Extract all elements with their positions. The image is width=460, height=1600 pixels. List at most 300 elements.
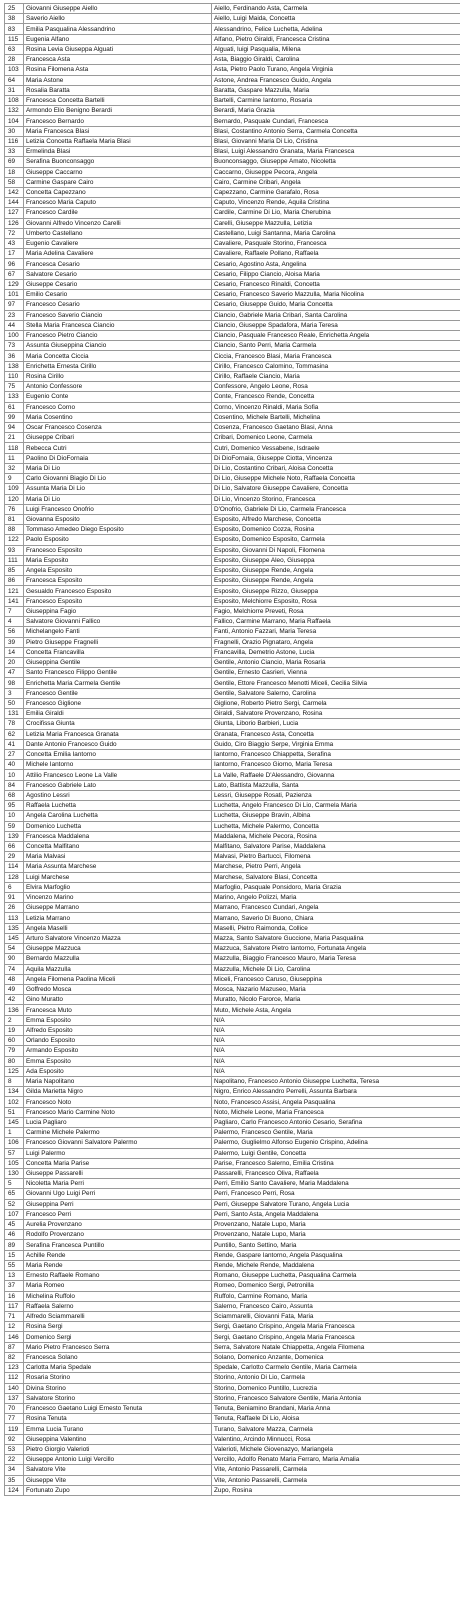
parents-cell: Ciancio, Giuseppe Spadafora, Maria Teresa <box>212 320 460 330</box>
table-row <box>5 463 460 473</box>
table-row <box>5 24 460 34</box>
record-number-cell: 122 <box>5 535 24 545</box>
person-name-cell: Lucia Pagliaro <box>24 1117 212 1127</box>
person-name-cell: Armando Esposito <box>24 1046 212 1056</box>
parents-cell: Gentile, Salvatore Salerno, Carolina <box>212 688 460 698</box>
parents-cell: Passarelli, Francesco Oliva, Raffaela <box>212 1168 460 1178</box>
table-row <box>5 1301 460 1311</box>
record-number-cell: 133 <box>5 392 24 402</box>
table-row <box>5 341 460 351</box>
record-number-cell: 78 <box>5 719 24 729</box>
table-row <box>5 1066 460 1076</box>
person-name-cell: Oscar Francesco Cosenza <box>24 422 212 432</box>
person-name-cell: Nicoletta Maria Perri <box>24 1179 212 1189</box>
parents-cell: Sergi, Gaetano Crispino, Angela Maria Francesca <box>212 1332 460 1342</box>
person-name-cell: Mario Pietro Francesco Serra <box>24 1342 212 1352</box>
parents-cell: Noto, Francesco Assisi, Angela Pasqualina <box>212 1097 460 1107</box>
person-name-cell: Divina Storino <box>24 1383 212 1393</box>
parents-cell: Ciccia, Francesco Blasi, Maria Francesca <box>212 351 460 361</box>
person-name-cell: Francesco Gentile <box>24 688 212 698</box>
person-name-cell: Rodolfo Provenzano <box>24 1230 212 1240</box>
table-row <box>5 187 460 197</box>
table-row <box>5 85 460 95</box>
table-row <box>5 300 460 310</box>
table-row <box>5 862 460 872</box>
table-row <box>5 136 460 146</box>
parents-cell: Giunta, Liborio Barbieri, Lucia <box>212 719 460 729</box>
parents-cell: Mazzulla, Michele Di Lio, Carolina <box>212 964 460 974</box>
parents-cell: Marrano, Saverio Di Buono, Chiara <box>212 913 460 923</box>
person-name-cell: Maria Romeo <box>24 1281 212 1291</box>
person-name-cell: Emilio Cesario <box>24 290 212 300</box>
parents-cell: Sciammarelli, Giovanni Fata, Maria <box>212 1312 460 1322</box>
person-name-cell: Francesca Solano <box>24 1352 212 1362</box>
record-number-cell: 58 <box>5 177 24 187</box>
record-number-cell: 21 <box>5 433 24 443</box>
record-number-cell: 43 <box>5 239 24 249</box>
table-row <box>5 913 460 923</box>
record-number-cell: 40 <box>5 760 24 770</box>
person-name-cell: Dante Antonio Francesco Guido <box>24 739 212 749</box>
table-row <box>5 290 460 300</box>
person-name-cell: Francesco Corno <box>24 402 212 412</box>
parents-cell: Sergi, Gaetano Crispino, Angela Maria Francesca <box>212 1322 460 1332</box>
table-row <box>5 44 460 54</box>
parents-cell: Cesario, Giuseppe Guido, Maria Concetta <box>212 300 460 310</box>
table-row <box>5 1434 460 1444</box>
parents-cell: Fagio, Melchiorre Preveti, Rosa <box>212 606 460 616</box>
parents-cell: Turano, Salvatore Mazza, Carmela <box>212 1424 460 1434</box>
person-name-cell: Maria Assunta Marchese <box>24 862 212 872</box>
person-name-cell: Concetta Malfitano <box>24 841 212 851</box>
parents-cell: Marchese, Pietro Perri, Angela <box>212 862 460 872</box>
person-name-cell: Elvira Marfoglio <box>24 882 212 892</box>
table-row <box>5 382 460 392</box>
person-name-cell: Angela Filomena Paolina Miceli <box>24 974 212 984</box>
person-name-cell: Eugenio Cavaliere <box>24 239 212 249</box>
parents-cell: Di Lio, Salvatore Giuseppe Cavaliere, Concetta <box>212 484 460 494</box>
record-number-cell: 17 <box>5 249 24 259</box>
record-number-cell: 29 <box>5 852 24 862</box>
parents-cell: Cesario, Francesco Rinaldi, Concetta <box>212 279 460 289</box>
person-name-cell: Francesco Giovanni Salvatore Palermo <box>24 1138 212 1148</box>
person-name-cell: Serafina Francesca Puntillo <box>24 1240 212 1250</box>
person-name-cell: Francesca Esposito <box>24 576 212 586</box>
parents-cell: Esposito, Giuseppe Rende, Angela <box>212 566 460 576</box>
table-row <box>5 1352 460 1362</box>
person-name-cell: Enrichetta Ernesta Cirillo <box>24 361 212 371</box>
table-row <box>5 1199 460 1209</box>
table-row <box>5 698 460 708</box>
record-number-cell: 86 <box>5 576 24 586</box>
parents-cell: Baratta, Gaspare Mazzulla, Maria <box>212 85 460 95</box>
record-number-cell: 26 <box>5 903 24 913</box>
parents-cell: Cirillo, Raffaele Ciancio, Maria <box>212 371 460 381</box>
table-row <box>5 801 460 811</box>
table-row <box>5 852 460 862</box>
table-row <box>5 688 460 698</box>
table-row <box>5 719 460 729</box>
parents-cell: Storino, Francesco Salvatore Gentile, Maria Antonia <box>212 1393 460 1403</box>
table-row <box>5 198 460 208</box>
record-number-cell: 28 <box>5 55 24 65</box>
table-row <box>5 1475 460 1485</box>
table-row <box>5 985 460 995</box>
person-name-cell: Eugenia Alfano <box>24 34 212 44</box>
table-row <box>5 259 460 269</box>
person-name-cell: Attilio Francesco Leone La Valle <box>24 770 212 780</box>
record-number-cell: 10 <box>5 770 24 780</box>
parents-cell: Marrano, Francesco Cundari, Angela <box>212 903 460 913</box>
record-number-cell: 126 <box>5 218 24 228</box>
record-number-cell: 109 <box>5 484 24 494</box>
record-number-cell: 65 <box>5 1189 24 1199</box>
person-name-cell: Carlo Giovanni Biagio Di Lio <box>24 474 212 484</box>
person-name-cell: Aurelia Provenzano <box>24 1220 212 1230</box>
person-name-cell: Letizia Maria Francesca Granata <box>24 729 212 739</box>
table-row <box>5 841 460 851</box>
person-name-cell: Armondo Elio Benigno Berardi <box>24 106 212 116</box>
table-row <box>5 75 460 85</box>
record-number-cell: 79 <box>5 1046 24 1056</box>
parents-cell: Iantorno, Francesco Giorno, Maria Teresa <box>212 760 460 770</box>
record-number-cell: 116 <box>5 136 24 146</box>
parents-cell: Perri, Francesco Perri, Rosa <box>212 1189 460 1199</box>
record-number-cell: 12 <box>5 1322 24 1332</box>
record-number-cell: 100 <box>5 331 24 341</box>
person-name-cell: Francesca Cesario <box>24 259 212 269</box>
person-name-cell: Giuseppe Cribari <box>24 433 212 443</box>
parents-cell: Iantorno, Francesco Chiappetta, Serafina <box>212 749 460 759</box>
person-name-cell: Maria Rende <box>24 1260 212 1270</box>
parents-cell: Cesario, Francesco Saverio Mazzulla, Maria Nicolina <box>212 290 460 300</box>
parents-cell: Cardile, Carmine Di Lio, Maria Cherubina <box>212 208 460 218</box>
parents-cell: Alessandrino, Felice Luchetta, Adelina <box>212 24 460 34</box>
table-row <box>5 974 460 984</box>
person-name-cell: Pietro Giorgio Valerioti <box>24 1444 212 1454</box>
parents-cell: Gentile, Antonio Ciancio, Maria Rosaria <box>212 658 460 668</box>
person-name-cell: Antonio Confessore <box>24 382 212 392</box>
person-name-cell: Giuseppe Mazzuca <box>24 944 212 954</box>
record-number-cell: 53 <box>5 1444 24 1454</box>
parents-cell: Guido, Ciro Biaggio Serpe, Virginia Emma <box>212 739 460 749</box>
record-number-cell: 30 <box>5 126 24 136</box>
record-number-cell: 57 <box>5 1148 24 1158</box>
table-row <box>5 576 460 586</box>
parents-cell: Nigro, Enrico Alessandro Perrelli, Assunta Barbara <box>212 1087 460 1097</box>
record-number-cell: 127 <box>5 208 24 218</box>
record-number-cell: 83 <box>5 24 24 34</box>
record-number-cell: 98 <box>5 678 24 688</box>
person-name-cell: Rebecca Cutri <box>24 443 212 453</box>
person-name-cell: Paolo Esposito <box>24 535 212 545</box>
record-number-cell: 101 <box>5 290 24 300</box>
person-name-cell: Giuseppe Cesario <box>24 279 212 289</box>
table-row <box>5 1158 460 1168</box>
person-name-cell: Giuseppe Caccarno <box>24 167 212 177</box>
person-name-cell: Rosaria Storino <box>24 1373 212 1383</box>
person-name-cell: Letizia Marrano <box>24 913 212 923</box>
record-number-cell: 145 <box>5 1117 24 1127</box>
parents-cell: Di Lio, Vincenzo Storino, Francesca <box>212 494 460 504</box>
table-row <box>5 729 460 739</box>
table-row <box>5 1291 460 1301</box>
parents-cell: Ciancio, Pasquale Francesco Reale, Enrichetta Angela <box>212 331 460 341</box>
parents-cell: Muratto, Nicolo Farorce, Maria <box>212 995 460 1005</box>
person-name-cell: Salvatore Storino <box>24 1393 212 1403</box>
record-number-cell: 91 <box>5 893 24 903</box>
table-row <box>5 147 460 157</box>
person-name-cell: Francesco Gabriele Lato <box>24 780 212 790</box>
table-row <box>5 504 460 514</box>
parents-cell: Cavaliere, Raffaele Pollano, Raffaela <box>212 249 460 259</box>
person-name-cell: Luigi Marchese <box>24 872 212 882</box>
table-row <box>5 617 460 627</box>
table-row <box>5 770 460 780</box>
person-name-cell: Assunta Maria Di Lio <box>24 484 212 494</box>
table-row <box>5 106 460 116</box>
record-number-cell: 73 <box>5 341 24 351</box>
person-name-cell: Concetta Emilia Iantorno <box>24 749 212 759</box>
table-row <box>5 893 460 903</box>
record-number-cell: 48 <box>5 974 24 984</box>
parents-cell: Valentino, Arcindo Minnucci, Rosa <box>212 1434 460 1444</box>
table-row <box>5 658 460 668</box>
record-number-cell: 138 <box>5 361 24 371</box>
parents-cell: Cirillo, Francesco Calomino, Tommasina <box>212 361 460 371</box>
parents-cell: Perri, Giuseppe Salvatore Turano, Angela Lucia <box>212 1199 460 1209</box>
parents-cell: Vite, Antonio Passarelli, Carmela <box>212 1475 460 1485</box>
table-row <box>5 95 460 105</box>
person-name-cell: Emma Esposito <box>24 1015 212 1025</box>
record-number-cell: 131 <box>5 709 24 719</box>
record-number-cell: 87 <box>5 1342 24 1352</box>
table-row <box>5 709 460 719</box>
record-number-cell: 139 <box>5 831 24 841</box>
record-number-cell: 106 <box>5 1138 24 1148</box>
person-name-cell: Emma Lucia Turano <box>24 1424 212 1434</box>
table-row <box>5 228 460 238</box>
person-name-cell: Achille Rende <box>24 1250 212 1260</box>
record-number-cell: 102 <box>5 1097 24 1107</box>
person-name-cell: Giovanni Ugo Luigi Perri <box>24 1189 212 1199</box>
record-number-cell: 67 <box>5 269 24 279</box>
record-number-cell: 69 <box>5 157 24 167</box>
record-number-cell: 94 <box>5 422 24 432</box>
record-number-cell: 118 <box>5 443 24 453</box>
table-row <box>5 831 460 841</box>
table-row <box>5 1107 460 1117</box>
parents-cell: Spedale, Carlotto Carmelo Gentile, Maria Carmela <box>212 1363 460 1373</box>
record-number-cell: 142 <box>5 187 24 197</box>
table-row <box>5 1465 460 1475</box>
record-number-cell: 46 <box>5 1230 24 1240</box>
record-number-cell: 16 <box>5 1291 24 1301</box>
person-name-cell: Carmine Michele Palermo <box>24 1128 212 1138</box>
parents-cell: Maselli, Pietro Raimonda, Collice <box>212 923 460 933</box>
parents-cell: Conte, Francesco Rende, Concetta <box>212 392 460 402</box>
record-number-cell: 6 <box>5 882 24 892</box>
table-row <box>5 320 460 330</box>
record-number-cell: 120 <box>5 494 24 504</box>
record-number-cell: 66 <box>5 841 24 851</box>
table-row <box>5 218 460 228</box>
table-row <box>5 1322 460 1332</box>
parents-cell: La Valle, Raffaele D'Alessandro, Giovanna <box>212 770 460 780</box>
record-number-cell: 76 <box>5 504 24 514</box>
record-number-cell: 77 <box>5 1414 24 1424</box>
parents-cell: Francavilla, Demetrio Astone, Lucia <box>212 647 460 657</box>
table-row <box>5 1414 460 1424</box>
parents-cell: Di DioFornaia, Giuseppe Ciotta, Vincenza <box>212 453 460 463</box>
table-row <box>5 760 460 770</box>
person-name-cell: Angela Maselli <box>24 923 212 933</box>
record-number-cell: 39 <box>5 637 24 647</box>
table-row <box>5 177 460 187</box>
person-name-cell: Assunta Giuseppina Ciancio <box>24 341 212 351</box>
person-name-cell: Ernesto Raffaele Romano <box>24 1271 212 1281</box>
parents-cell: Cesario, Filippo Ciancio, Aloisa Maria <box>212 269 460 279</box>
person-name-cell: Santo Francesco Filippo Gentile <box>24 668 212 678</box>
parents-cell: Mazza, Santo Salvatore Guccione, Maria Pasqualina <box>212 933 460 943</box>
table-row <box>5 55 460 65</box>
parents-cell: Cribari, Domenico Leone, Carmela <box>212 433 460 443</box>
record-number-cell: 70 <box>5 1403 24 1413</box>
table-row <box>5 412 460 422</box>
person-name-cell: Arturo Salvatore Vincenzo Mazza <box>24 933 212 943</box>
parents-cell: Corno, Vincenzo Rinaldi, Maria Sofia <box>212 402 460 412</box>
table-row <box>5 882 460 892</box>
parents-cell: Esposito, Domenico Esposito, Carmela <box>212 535 460 545</box>
table-row <box>5 310 460 320</box>
person-name-cell: Gino Muratto <box>24 995 212 1005</box>
parents-cell: Carelli, Giuseppe Mazzulla, Letizia <box>212 218 460 228</box>
parents-cell: Esposito, Giuseppe Rizzo, Giuseppa <box>212 586 460 596</box>
parents-cell: Storino, Antonio Di Lio, Carmela <box>212 1373 460 1383</box>
table-row <box>5 647 460 657</box>
parents-cell: Fallico, Carmine Marrano, Maria Raffaela <box>212 617 460 627</box>
parents-cell: Granata, Francesco Asta, Concetta <box>212 729 460 739</box>
parents-cell: Bernardo, Pasquale Cundari, Francesca <box>212 116 460 126</box>
person-name-cell: Francesco Cesario <box>24 300 212 310</box>
table-row <box>5 535 460 545</box>
table-row <box>5 1179 460 1189</box>
record-number-cell: 112 <box>5 1373 24 1383</box>
table-row <box>5 780 460 790</box>
record-number-cell: 47 <box>5 668 24 678</box>
record-number-cell: 22 <box>5 1455 24 1465</box>
person-name-cell: Giuseppina Perri <box>24 1199 212 1209</box>
table-row <box>5 433 460 443</box>
parents-cell: Blasi, Giovanni Maria Di Lio, Cristina <box>212 136 460 146</box>
record-number-cell: 27 <box>5 749 24 759</box>
parents-cell: Capezzano, Carmine Garafalo, Rosa <box>212 187 460 197</box>
table-row <box>5 1485 460 1495</box>
table-row <box>5 1209 460 1219</box>
table-row <box>5 586 460 596</box>
record-number-cell: 121 <box>5 586 24 596</box>
record-number-cell: 97 <box>5 300 24 310</box>
record-number-cell: 103 <box>5 65 24 75</box>
record-number-cell: 36 <box>5 351 24 361</box>
table-row <box>5 14 460 24</box>
person-name-cell: Angela Carolina Luchetta <box>24 811 212 821</box>
parents-cell: Rende, Gaspare Iantorno, Angela Pasqualina <box>212 1250 460 1260</box>
person-name-cell: Agostino Lessri <box>24 790 212 800</box>
record-number-cell: 71 <box>5 1312 24 1322</box>
person-name-cell: Salvatore Cesario <box>24 269 212 279</box>
person-name-cell: Emma Esposito <box>24 1056 212 1066</box>
record-number-cell: 56 <box>5 627 24 637</box>
record-number-cell: 145 <box>5 933 24 943</box>
record-number-cell: 55 <box>5 1260 24 1270</box>
record-number-cell: 4 <box>5 617 24 627</box>
parents-cell: Luchetta, Giuseppe Bravin, Albina <box>212 811 460 821</box>
record-number-cell: 25 <box>5 4 24 14</box>
table-row <box>5 749 460 759</box>
person-name-cell: Paolino Di DioFornaia <box>24 453 212 463</box>
table-row <box>5 4 460 14</box>
record-number-cell: 35 <box>5 1475 24 1485</box>
parents-cell: N/A <box>212 1066 460 1076</box>
record-number-cell: 89 <box>5 1240 24 1250</box>
parents-cell: Caccarno, Giuseppe Pecora, Angela <box>212 167 460 177</box>
table-row <box>5 1240 460 1250</box>
person-name-cell: Salvatore Giovanni Fallico <box>24 617 212 627</box>
person-name-cell: Emilia Giraldi <box>24 709 212 719</box>
parents-cell: Storino, Domenico Puntillo, Lucrezia <box>212 1383 460 1393</box>
person-name-cell: Giuseppe Antonio Luigi Vercillo <box>24 1455 212 1465</box>
record-number-cell: 49 <box>5 985 24 995</box>
person-name-cell: Maria Francesca Blasi <box>24 126 212 136</box>
record-number-cell: 9 <box>5 474 24 484</box>
parents-cell: Pagliaro, Carlo Francesco Antonio Cesario, Serafina <box>212 1117 460 1127</box>
parents-cell: Palermo, Guglielmo Alfonso Eugenio Crispino, Adelina <box>212 1138 460 1148</box>
parents-cell: Muto, Michele Asta, Angela <box>212 1005 460 1015</box>
table-row <box>5 923 460 933</box>
person-name-cell: Francesco Cardile <box>24 208 212 218</box>
table-row <box>5 1148 460 1158</box>
table-row <box>5 954 460 964</box>
record-number-cell: 31 <box>5 85 24 95</box>
parents-cell: Esposito, Giovanni Di Napoli, Filomena <box>212 545 460 555</box>
person-name-cell: Alfredo Sciammarelli <box>24 1312 212 1322</box>
table-row <box>5 269 460 279</box>
parents-cell: Bartelli, Carmine Iantorno, Rosaria <box>212 95 460 105</box>
table-row <box>5 331 460 341</box>
person-name-cell: Francesco Mario Carmine Noto <box>24 1107 212 1117</box>
table-row <box>5 249 460 259</box>
record-number-cell: 107 <box>5 1209 24 1219</box>
person-name-cell: Francesca Muto <box>24 1005 212 1015</box>
parents-cell: Berardi, Maria Grazia <box>212 106 460 116</box>
person-name-cell: Angela Esposito <box>24 566 212 576</box>
parents-cell: Caputo, Vincenzo Rende, Aquila Cristina <box>212 198 460 208</box>
record-number-cell: 141 <box>5 596 24 606</box>
parents-cell: Noto, Michele Leone, Maria Francesca <box>212 1107 460 1117</box>
parents-cell: Palermo, Luigi Gentile, Concetta <box>212 1148 460 1158</box>
record-number-cell: 123 <box>5 1363 24 1373</box>
table-row <box>5 1056 460 1066</box>
person-name-cell: Raffaela Luchetta <box>24 801 212 811</box>
table-row <box>5 1455 460 1465</box>
person-name-cell: Francesco Esposito <box>24 596 212 606</box>
parents-cell: Vercillo, Adolfo Renato Maria Ferraro, Maria Amalia <box>212 1455 460 1465</box>
record-number-cell: 108 <box>5 95 24 105</box>
parents-cell: Luchetta, Michele Palermo, Concetta <box>212 821 460 831</box>
parents-cell: Perri, Santo Asta, Angela Maddalena <box>212 1209 460 1219</box>
table-row <box>5 903 460 913</box>
